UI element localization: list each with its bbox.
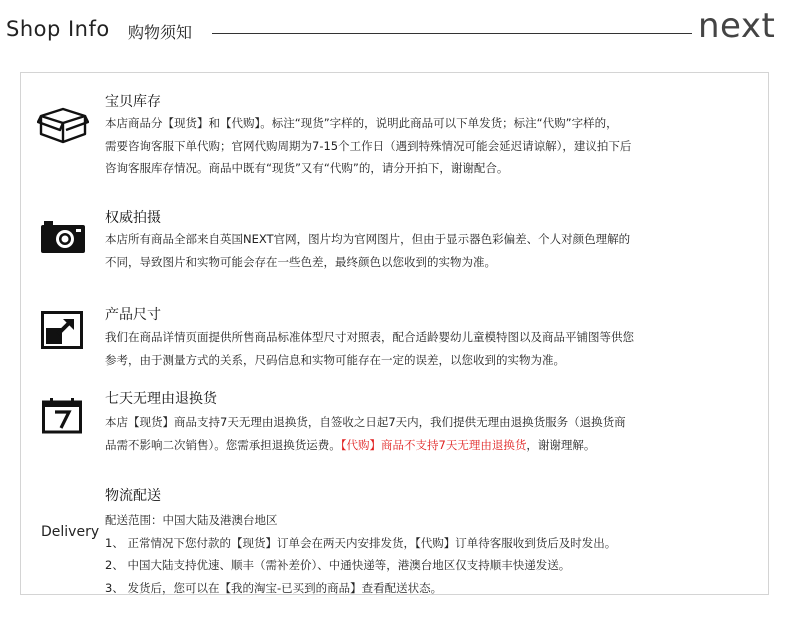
- text-line: 1、 正常情况下您付款的【现货】订单会在两天内安排发货，【代购】订单待客服收到货后及时发出。: [105, 535, 617, 550]
- red-notice: 【代购】商品不支持7天无理由退换货: [340, 437, 527, 452]
- section-body-sizing: [105, 326, 634, 371]
- text-line: 3、 发货后，您可以在【我的淘宝-已买到的商品】查看配送状态。: [105, 580, 443, 595]
- box-icon: [37, 104, 89, 146]
- section-title-inventory: 宝贝库存: [105, 94, 161, 110]
- section-body-delivery: [105, 509, 616, 599]
- text-line: [105, 434, 626, 457]
- section-body-returns: [105, 411, 626, 456]
- text-line: 需要咨询客服下单代购；官网代购周期为7-15个工作日（遇到特殊情况可能会延迟请谅解），建议拍下后: [105, 138, 632, 153]
- header-divider: [212, 33, 692, 34]
- camera-icon: [40, 220, 86, 254]
- calendar-7-icon: [42, 398, 82, 434]
- page-title: Shop Info: [6, 17, 110, 41]
- text-line: 本店商品分【现货】和【代购】。标注“现货”字样的，说明此商品可以下单发货；标注“代购”字样的，: [105, 116, 618, 130]
- section-body-inventory: [105, 112, 631, 180]
- text-fragment: ，谢谢理解。: [526, 437, 596, 452]
- brand-logo: next: [698, 6, 776, 46]
- text-line: 2、 中国大陆支持优速、顺丰（需补差价）、中通快递等，港澳台地区仅支持顺丰快递发送。: [105, 558, 571, 572]
- section-title-photography: 权威拍摄: [105, 210, 161, 226]
- text-line: 本店所有商品全部来自英国NEXT官网，图片均为官网图片，但由于显示器色彩偏差、个人对颜色理解的: [105, 232, 631, 246]
- section-title-sizing: 产品尺寸: [105, 307, 161, 323]
- text-line: 咨询客服库存情况。商品中既有“现货”又有“代购”的，请分开拍下，谢谢配合。: [105, 161, 509, 175]
- text-line: 我们在商品详情页面提供所售商品标准体型尺寸对照表，配合适龄婴幼儿童模特图以及商品平铺图等供您: [105, 330, 634, 344]
- delivery-label: Delivery: [41, 524, 100, 540]
- text-line: 参考，由于测量方式的关系，尺码信息和实物可能存在一定的误差，以您收到的实物为准。: [105, 352, 565, 367]
- text-fragment: 品需不影响二次销售）。您需承担退换货运费。: [105, 437, 341, 452]
- section-body-photography: [105, 228, 630, 273]
- text-line: 不同，导致图片和实物可能会存在一些色差，最终颜色以您收到的实物为准。: [105, 254, 496, 269]
- resize-icon: [41, 311, 83, 349]
- section-title-returns: 七天无理由退换货: [105, 391, 217, 407]
- text-line: 本店【现货】商品支持7天无理由退换货，自签收之日起7天内，我们提供无理由退换货服务（退换货商: [105, 415, 626, 429]
- page-subtitle: 购物须知: [128, 23, 193, 42]
- section-title-delivery: 物流配送: [105, 488, 161, 504]
- header: [0, 0, 790, 60]
- text-line: 配送范围：中国大陆及港澳台地区: [105, 513, 278, 527]
